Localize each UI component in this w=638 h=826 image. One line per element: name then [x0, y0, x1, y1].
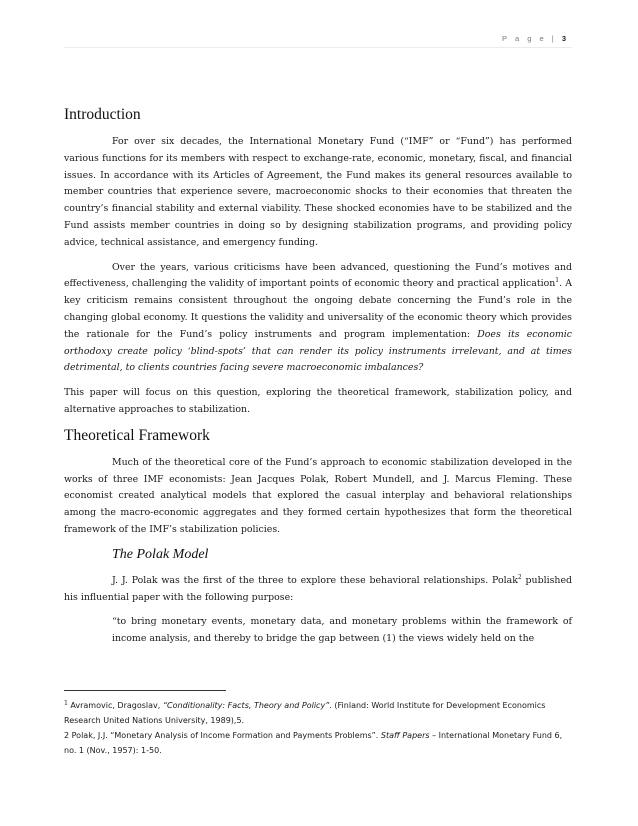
footnote-ref-1[interactable]: 1 [555, 277, 560, 285]
intro-paragraph-2 [64, 260, 572, 378]
footnote-ref-2[interactable]: 2 [517, 573, 522, 581]
introduction-heading: Introduction [64, 106, 141, 123]
theoretical-paragraph-1: Much of the theoretical core of the Fund’s approach to economic stabilization developed in the works of three IMF economists: Jean Jacques Polak, Robert Mundell, and J. Marcus Fleming. These economist created analytical models that explored the casual interplay and behavioral relationships among the macro-economic aggregates and they formed certain hypothesizes that form the theoretical framework of the IMF’s stabilization policies. [64, 456, 572, 535]
intro-paragraph-3: This paper will focus on this question, exploring the theoretical framework, stabilization policy, and alternative approaches to stabilization. [64, 387, 572, 415]
intro-p2-text-b: . A key criticism remains consistent throughout the ongoing debate concerning the Fund’s role in the changing global economy. It questions the validity and universality of the economic theory which provides the rationale for the Fund’s policy instruments and program implementation: [64, 278, 572, 340]
intro-paragraph-1: For over six decades, the International Monetary Fund (“IMF” or “Fund”) has performed various functions for its members with respect to exchange-rate, economic, monetary, fiscal, and financial issues. In accordance with its Articles of Agreement, the Fund makes its general resources available to member countries that experience severe, macroeconomic shocks to their economies that threaten the country’s financial stability and external viability. These shocked economies have to be stabilized and the Fund assists member countries in doing so by designing stabilization programs, and providing policy advice, technical assistance, and emergency funding. [64, 136, 572, 248]
footnote-2-number: 2 [64, 731, 70, 740]
footnote-2-text-b: – International Monetary Fund 6, no. 1 (Nov., 1957): 1-50. [64, 731, 563, 755]
polak-p1-text-a: J. J. Polak was the first of the three to explore these behavioral relationships. Polak [112, 574, 518, 586]
footnote-1-number: 1 [64, 699, 68, 707]
polak-model-heading: The Polak Model [112, 546, 209, 562]
page-number: 3 [561, 34, 566, 43]
theoretical-framework-heading: Theoretical Framework [64, 426, 210, 444]
footnote-2-journal: Staff Papers [380, 731, 430, 740]
page-label: P a g e [502, 34, 547, 43]
polak-quote: “to bring monetary events, monetary data, and monetary problems within the framework of income analysis, and thereby to bridge the gap between (1) the views widely held on the [112, 616, 572, 645]
footnote-1-text-a: Avramovic, Dragoslav, [67, 701, 163, 710]
header-rule [64, 47, 572, 48]
footnote-2 [64, 728, 572, 758]
header-separator: | [551, 34, 557, 43]
footnote-1-text-b: . (Finland: World Institute for Development Economics Research United Nations University, 1989),5. [64, 701, 546, 725]
footnote-rule [64, 690, 226, 691]
footnote-1-title: “Conditionality: Facts, Theory and Policy” [162, 701, 330, 710]
polak-p1-text-b: published his influential paper with the following purpose: [64, 574, 572, 603]
research-question: Does its economic orthodoxy create policy ‘blind-spots’ that can render its policy instruments irrelevant, and at times detrimental, to clients countries facing severe macroeconomic imbalances? [64, 328, 572, 374]
footnote-2-text-a: Polak, J.J. “Monetary Analysis of Income Formation and Payments Problems”. [69, 731, 381, 740]
footnotes [64, 698, 572, 758]
intro-p2-text-a: Over the years, various criticisms have been advanced, questioning the Fund’s motives and effectiveness, challenging the validity of important points of economic theory and practical application [64, 261, 572, 290]
page-header [502, 34, 566, 43]
document-body [64, 106, 572, 656]
polak-paragraph-1 [64, 573, 572, 607]
footnote-1 [64, 698, 572, 728]
